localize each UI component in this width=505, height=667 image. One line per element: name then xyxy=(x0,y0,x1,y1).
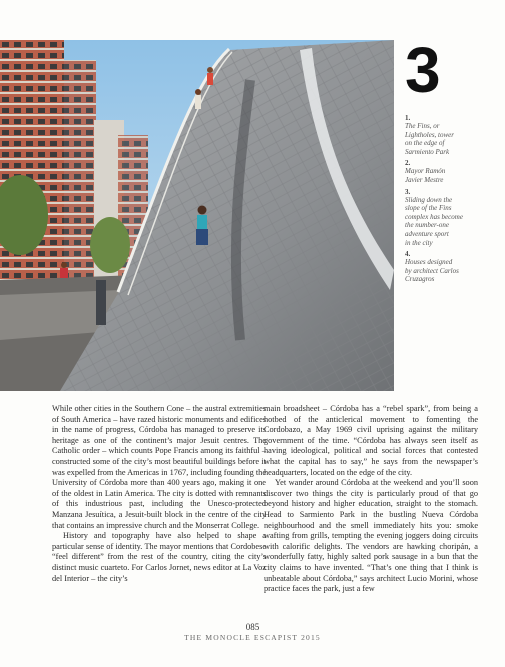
caption-1 xyxy=(405,114,497,156)
body-paragraph: While other cities in the Southern Cone – the austral extremities of South America – have razed historic monuments and edifices in the name of progress, Córdoba has managed to preserve its heritage as one of the continent’s major Jesuit centres. The Catholic order – which counts Pope Francis among its faithful – constructed some of the city’s most beautiful buildings before it was expelled from the Americas in 1767, including founding the University of Córdoba more than 400 years ago, making it one of the oldest in Latin America. The city is dotted with remnants of this industrious past, including the Unesco-protected Manzana Jesuítica, a Jesuit-built block in the centre of the city that contains an impressive church and the Monserrat College. xyxy=(52,404,266,530)
caption-text: The Fins, or Lightholes, tower on the edge of Sarmiento Park xyxy=(405,122,455,156)
caption-number: 3. xyxy=(405,187,411,196)
page-footer xyxy=(0,622,505,643)
publication-title: THE MONOCLE ESCAPIST 2015 xyxy=(184,633,321,642)
photo-captions xyxy=(405,114,497,284)
caption-text: Mayor Ramón Javier Mestre xyxy=(405,167,446,184)
caption-number: 2. xyxy=(405,159,411,168)
sidebar xyxy=(405,34,497,287)
body-paragraph: Yet wander around Córdoba at the weekend and you’ll soon discover two things the city is particularly proud of that go beyond history and higher education, straight to the stomach. Head to Sarmiento Park in the bustling Nueva Córdoba neighbourhood and the smell immediately hits you: smoke wafting from grills, tempting the evening joggers doing circuits with calorific delights. The vendors are hawking choripán, a wonderfully fatty, highly salted pork sausage in a bun that the city claims to have invented. “That’s one thing that I think is unbeatable about Córdoba,” says architect Lucio Morini, whose practice faces the park, just a few xyxy=(264,478,478,594)
caption-number: 1. xyxy=(405,114,411,122)
caption-4 xyxy=(405,250,497,284)
body-paragraph: main broadsheet – Córdoba has a “rebel spark”, from being a hotbed of the anticlerical movement to fomenting the Cordobazo, a May 1969 civil uprising against the military government of the time. “Córdoba has always seen itself as having ideological, political and social forces that contested what the capital has to say,” he says from the newspaper’s headquarters, located on the edge of the city. xyxy=(264,404,478,477)
caption-number: 4. xyxy=(405,250,411,259)
feature-photo xyxy=(0,40,394,391)
body-column-left xyxy=(52,404,266,584)
body-paragraph: History and topography have also helped to shape a particular sense of identity. The mayor mentions that Cordobese “feel different” from the rest of the country, citing the city’s distinct music cuarteto. For Carlos Jornet, news editor at La Voz del Interior – the city’s xyxy=(52,531,266,583)
feature-number: 3 xyxy=(405,34,440,106)
body-column-right xyxy=(264,404,478,595)
caption-text: Houses designed by architect Carlos Cruzagros xyxy=(405,258,459,284)
caption-text: Sliding down the slope of the Fins complex has become the number-one adventure sport in the city xyxy=(405,195,463,247)
caption-2 xyxy=(405,159,497,184)
caption-3 xyxy=(405,188,497,248)
page-number: 085 xyxy=(245,622,260,632)
